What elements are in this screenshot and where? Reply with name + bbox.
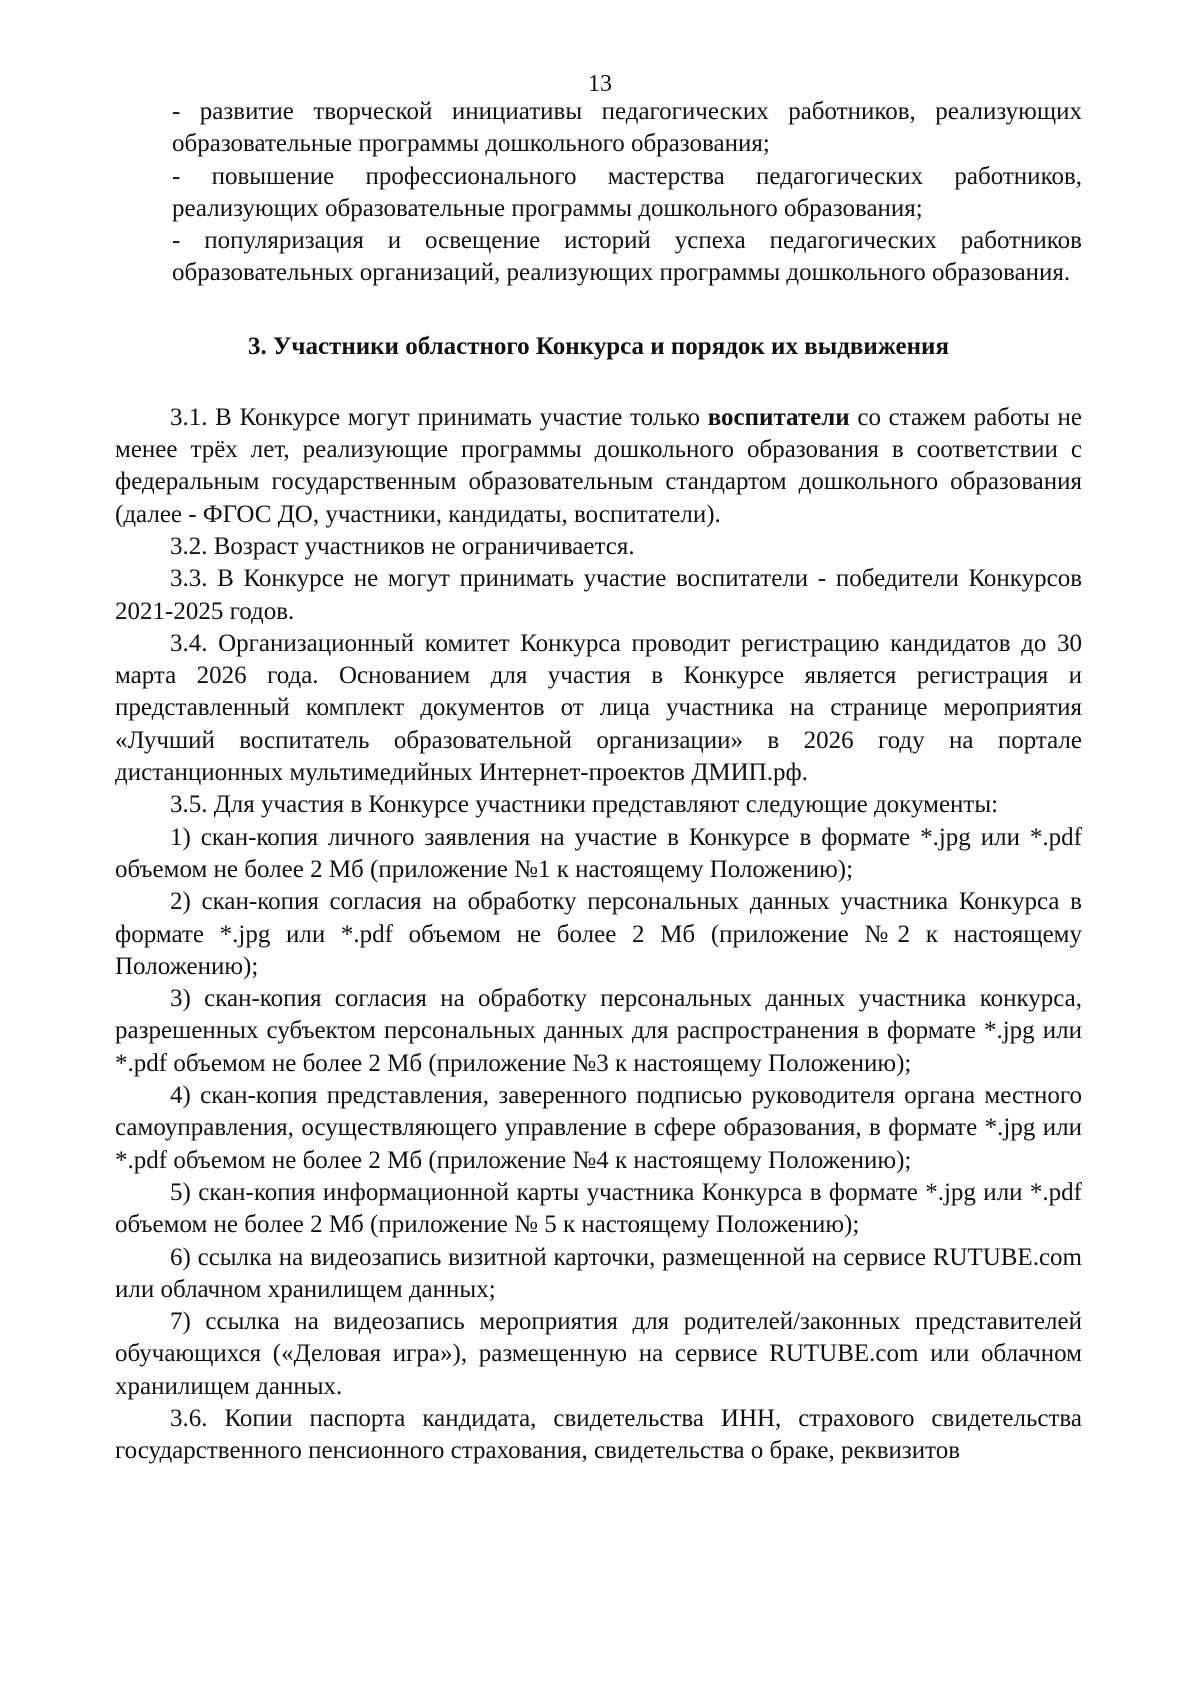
paragraph-3-3: 3.3. В Конкурсе не могут принимать участие воспитатели - победители Конкурсов 2021-2025 годов. — [115, 565, 1082, 625]
page-number: 13 — [588, 71, 612, 97]
goals-list — [172, 96, 1082, 290]
paragraph-3-4: 3.4. Организационный комитет Конкурса проводит регистрацию кандидатов до 30 марта 2026 года. Основанием для участия в Конкурсе является регистрация и представленный комплект документов от лица участника на странице мероприятия «Лучший воспитатель образовательной организации» в 2026 году на портале дистанционных мультимедийных Интернет-проектов ДМИП.рф. — [115, 629, 1082, 787]
document-item: 2) скан-копия согласия на обработку персональных данных участника Конкурса в формате *.jpg или *.pdf объемом не более 2 Мб (приложение №2 к настоящему Положению); — [115, 888, 1082, 980]
goal-item: - повышение профессионального мастерства педагогических работников, реализующих образовательные программы дошкольного образования; — [172, 162, 1082, 222]
page-content — [115, 96, 1082, 1468]
paragraph-3-1 — [115, 402, 1082, 531]
paragraph-3-6: 3.6. Копии паспорта кандидата, свидетельства ИНН, страхового свидетельства государственного пенсионного страхования, свидетельства о браке, реквизитов — [115, 1404, 1082, 1465]
document-item: 4) скан-копия представления, заверенного подписью руководителя органа местного самоуправления, осуществляющего управление в сфере образования, в формате *.jpg или *.pdf объемом не более 2 Мб (приложение №4 к настоящему Положению); — [115, 1082, 1082, 1174]
paragraph-3-2: 3.2. Возраст участников не ограничивается. — [170, 532, 635, 560]
paragraph-3-1-rest: со стажем работы не менее трёх лет, реализующие программы дошкольного образования в соответствии с федеральным государственным образовательным стандартом дошкольного образования (далее - ФГОС ДО, участники, кандидаты, воспитатели). — [115, 403, 1082, 528]
paragraph-3-5: 3.5. Для участия в Конкурсе участники представляют следующие документы: — [170, 791, 999, 819]
paragraph-3-1-lead: 3.1. В Конкурсе могут принимать участие только — [170, 403, 708, 431]
document-item: 7) ссылка на видеозапись мероприятия для родителей/законных представителей обучающихся («Деловая игра»), размещенную на сервисе RUTUBE.com или облачном хранилищем данных. — [115, 1308, 1082, 1400]
document-item: 3) скан-копия согласия на обработку персональных данных участника конкурса, разрешенных субъектом персональных данных для распространения в формате *.jpg или *.pdf объемом не более 2 Мб (приложение №3 к настоящему Положению); — [115, 985, 1082, 1077]
goal-item: - популяризация и освещение историй успеха педагогических работников образовательных организаций, реализующих программы дошкольного образования. — [172, 227, 1082, 287]
goal-item: - развитие творческой инициативы педагогических работников, реализующих образовательные программы дошкольного образования; — [172, 98, 1082, 158]
paragraph-3-1-bold-term: воспитатели — [707, 403, 850, 431]
document-item: 6) ссылка на видеозапись визитной карточки, размещенной на сервисе RUTUBE.com или облачном хранилищем данных; — [115, 1243, 1082, 1303]
document-item: 1) скан-копия личного заявления на участие в Конкурсе в формате *.jpg или *.pdf объемом не более 2 Мб (приложение №1 к настоящему Положению); — [115, 823, 1082, 883]
section-heading: 3. Участники областного Конкурса и порядок их выдвижения — [248, 332, 949, 360]
document-item: 5) скан-копия информационной карты участника Конкурса в формате *.jpg или *.pdf объемом не более 2 Мб (приложение № 5 к настоящему Положению); — [115, 1178, 1082, 1239]
